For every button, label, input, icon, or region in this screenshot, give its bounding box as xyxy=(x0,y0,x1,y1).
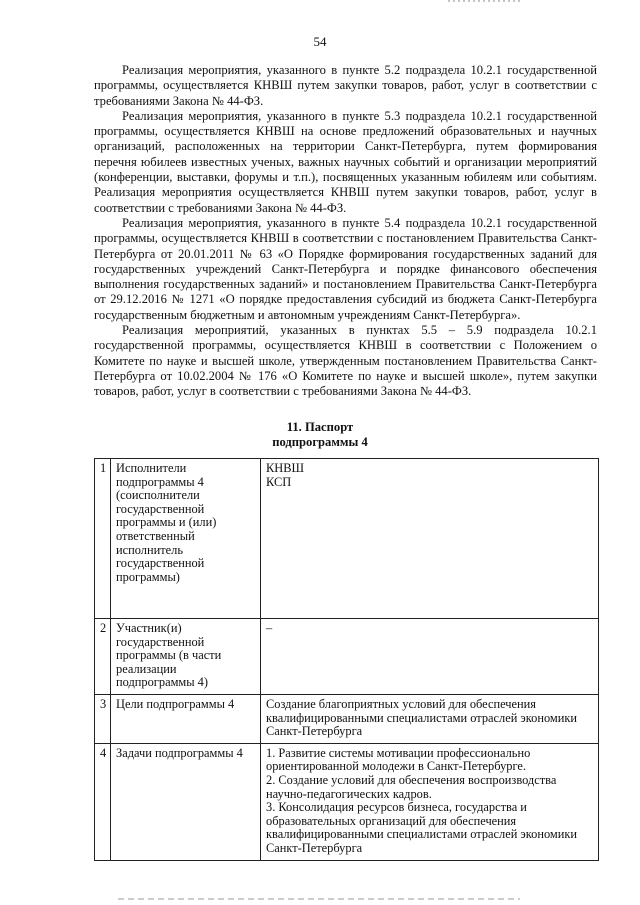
value-line: КНВШ xyxy=(266,461,304,475)
value-line: 1. Развитие системы мотивации профессионально ориентированной молодежи в Санкт-Петербурге. xyxy=(266,745,531,774)
row-number: 4 xyxy=(95,743,111,860)
paragraph-5-4: Реализация мероприятия, указанного в пункте 5.4 подраздела 10.2.1 государственной программы, осуществляется КНВШ в соответствии с постановлением Правительства Санкт-Петербурга от 20.01.2011 № 63 «О Порядке формирования государственных заданий для государственных учреждений Санкт-Петербурга и порядке финансового обеспечения выполнения государственных заданий» и постановлением Правительства Санкт-Петербурга от 29.12.2016 № 1271 «О порядке предоставления субсидий из бюджета Санкт-Петербурга государственным бюджетным и автономным учреждениям Санкт-Петербурга». xyxy=(94,215,597,322)
section-subtitle: подпрограммы 4 xyxy=(272,435,368,449)
row-value xyxy=(261,743,599,860)
row-number: 2 xyxy=(95,619,111,695)
value-line: Создание благоприятных условий для обеспечения квалифицированными специалистами отраслей экономики Санкт-Петербурга xyxy=(266,696,578,739)
body-text xyxy=(94,63,597,400)
page-number: 54 xyxy=(313,34,327,49)
section-heading xyxy=(0,420,640,450)
paragraph-5-5-5-9: Реализация мероприятий, указанных в пунктах 5.5 – 5.9 подраздела 10.2.1 государственной программы, осуществляется КНВШ в соответствии с Положением о Комитете по науке и высшей школе, утвержденным постановлением Правительства Санкт-Петербурга от 10.02.2004 № 176 «О Комитете по науке и высшей школе», путем закупки товаров, работ, услуг в соответствии с требованиями Закона № 44-ФЗ. xyxy=(94,323,597,399)
table-row xyxy=(95,459,599,619)
value-line: – xyxy=(266,621,273,635)
row-value xyxy=(261,619,599,695)
paragraph-5-2: Реализация мероприятия, указанного в пункте 5.2 подраздела 10.2.1 государственной программы, осуществляется КНВШ путем закупки товаров, работ, услуг в соответствии с требованиями Закона № 44-ФЗ. xyxy=(94,63,597,108)
row-label: Задачи подпрограммы 4 xyxy=(111,743,261,860)
passport-table xyxy=(94,458,599,861)
table-row xyxy=(95,619,599,695)
row-label: Исполнители подпрограммы 4 (соисполнители государственной программы и (или) ответственный исполнитель государственной программы) xyxy=(111,459,261,619)
row-label: Участник(и) государственной программы (в части реализации подпрограммы 4) xyxy=(111,619,261,695)
section-title: 11. Паспорт xyxy=(286,420,354,434)
table-row xyxy=(95,694,599,743)
value-line: 2. Создание условий для обеспечения воспроизводства научно-педагогических кадров. xyxy=(266,772,557,801)
row-value xyxy=(261,694,599,743)
value-line: 3. Консолидация ресурсов бизнеса, государства и образовательных организаций для обеспечения квалифицированными специалистами отраслей экономики Санкт-Петербурга xyxy=(266,800,578,855)
value-line: КСП xyxy=(266,474,292,489)
table-row xyxy=(95,743,599,860)
row-number: 3 xyxy=(95,694,111,743)
row-label: Цели подпрограммы 4 xyxy=(111,694,261,743)
row-value xyxy=(261,459,599,619)
row-number: 1 xyxy=(95,459,111,619)
paragraph-5-3: Реализация мероприятия, указанного в пункте 5.3 подраздела 10.2.1 государственной программы, осуществляется КНВШ на основе предложений образовательных и научных организаций, расположенных на территории Санкт-Петербурга, путем формирования перечня юбилеев известных ученых, важных научных событий и организации мероприятий (конференции, выставки, форумы и т.п.), посвященных указанным юбилеям или событиям. Реализация мероприятия осуществляется КНВШ путем закупки товаров, работ, услуг в соответствии с требованиями Закона № 44-ФЗ. xyxy=(94,108,597,215)
